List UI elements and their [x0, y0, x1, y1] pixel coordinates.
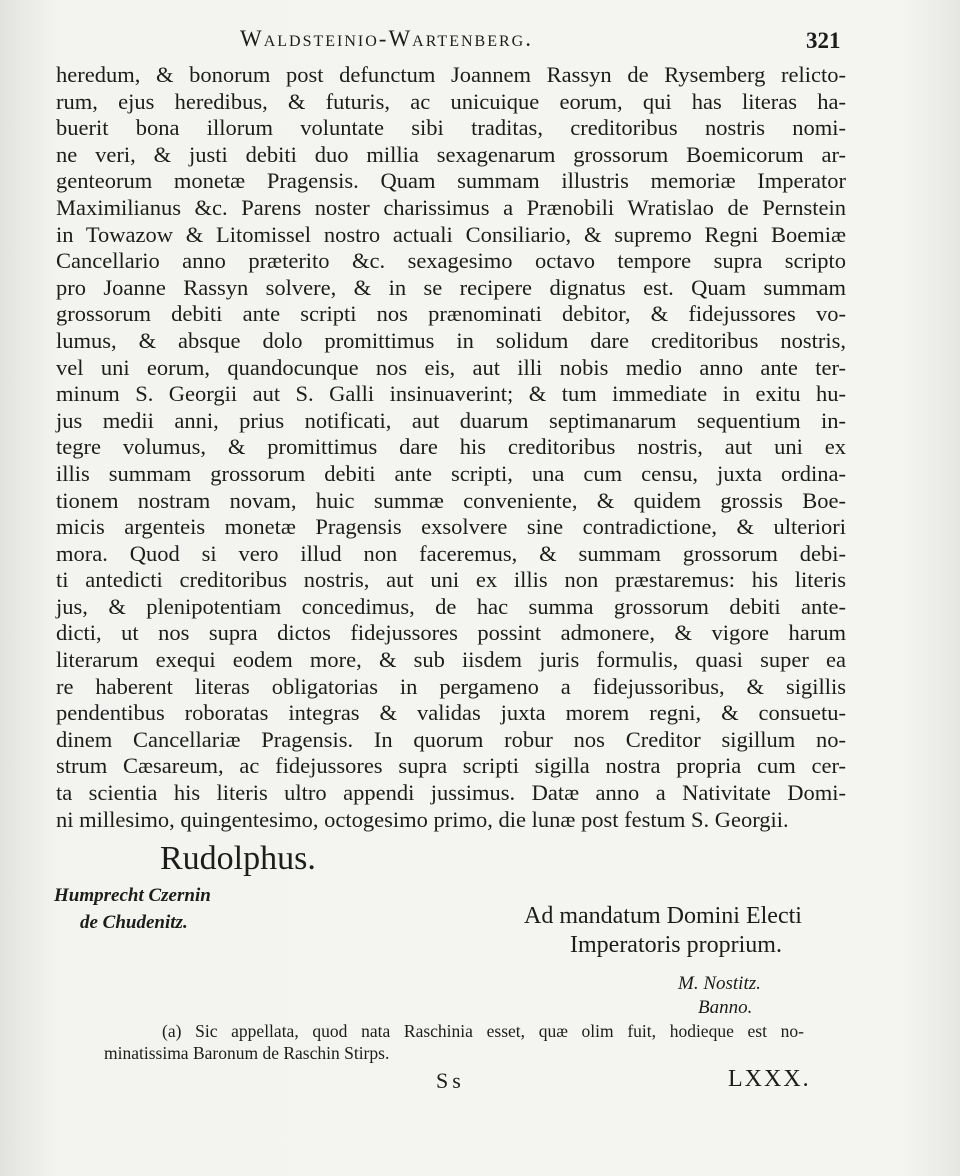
body-line: ti antedicti creditoribus nostris, aut uni ex illis non præstaremus: his literis: [56, 567, 846, 593]
body-line: genteorum monetæ Pragensis. Quam summam illustris memoriæ Imperator: [56, 168, 846, 194]
mandate-block: [524, 902, 802, 960]
body-line: ne veri, & justi debiti duo millia sexagenarum grossorum Boemicorum ar-: [56, 141, 846, 167]
body-line: strum Cæsareum, ac fidejussores supra scripti sigilla nostra propria cum cer-: [56, 753, 846, 779]
mandate-line: Ad mandatum Domini Electi: [524, 903, 802, 929]
page-number: 321: [806, 28, 841, 53]
body-line: pro Joanne Rassyn solvere, & in se recipere dignatus est. Quam summam: [56, 274, 846, 300]
body-line: illis summam grossorum debiti ante scripti, una cum censu, juxta ordina-: [56, 460, 846, 486]
footnote-line: (a) Sic appellata, quod nata Raschinia esset, quæ olim fuit, hodieque est no-: [162, 1021, 804, 1041]
body-line: rum, ejus heredibus, & futuris, ac unicuique eorum, qui has literas ha-: [56, 88, 846, 114]
body-line: in Towazow & Litomissel nostro actuali Consiliario, & supremo Regni Boemiæ: [56, 221, 846, 247]
signatory-name: Rudolphus.: [160, 840, 316, 877]
body-line: jus, & plenipotentiam concedimus, de hac summa grossorum debiti ante-: [56, 593, 846, 619]
body-line: minum S. Georgii aut S. Galli insinuaverint; & tum immediate in exitu hu-: [56, 381, 846, 407]
body-line: Maximilianus &c. Parens noster charissimus a Prænobili Wratislao de Pernstein: [56, 194, 846, 220]
secretary-line: M. Nostitz.: [678, 973, 761, 994]
body-line: dinem Cancellariæ Pragensis. In quorum robur nos Creditor sigillum no-: [56, 726, 846, 752]
running-head: Waldsteinio-Wartenberg.: [240, 26, 533, 51]
mandate-line: Imperatoris proprium.: [570, 932, 782, 958]
body-line: pendentibus roboratas integras & validas juxta morem regni, & consuetu-: [56, 700, 846, 726]
body-line: Cancellario anno præterito &c. sexagesimo octavo tempore supra scripto: [56, 248, 846, 274]
secretary-line: Banno.: [698, 997, 753, 1018]
signature-mark: Ss: [436, 1068, 465, 1093]
witness-line: Humprecht Czernin: [54, 885, 211, 906]
body-line: grossorum debiti ante scripti nos prænominati debitor, & fidejussores vo-: [56, 301, 846, 327]
footnote: [104, 1020, 804, 1064]
witness-line: de Chudenitz.: [80, 912, 188, 933]
body-line: vel uni eorum, quandocunque nos eis, aut illi nobis medio anno ante ter-: [56, 354, 846, 380]
footnote-line: minatissima Baronum de Raschin Stirps.: [104, 1043, 390, 1063]
secretary-block: [678, 972, 761, 1020]
body-line: jus medii anni, prius notificati, aut duarum septimanarum sequentium in-: [56, 407, 846, 433]
body-line: ta scientia his literis ultro appendi jussimus. Datæ anno a Nativitate Domi-: [56, 780, 846, 806]
body-line: micis argenteis monetæ Pragensis exsolvere sine contradictione, & ulteriori: [56, 514, 846, 540]
witness-block: [54, 882, 211, 936]
body-line: buerit bona illorum voluntate sibi traditas, creditoribus nostris nomi-: [56, 115, 846, 141]
document-number: LXXX.: [728, 1066, 811, 1092]
body-line: tionem nostram novam, huic summæ conveniente, & quidem grossis Boe-: [56, 487, 846, 513]
document-body: [56, 62, 846, 833]
body-line: literarum exequi eodem more, & sub iisdem juris formulis, quasi super ea: [56, 647, 846, 673]
body-line: mora. Quod si vero illud non faceremus, & summam grossorum debi-: [56, 540, 846, 566]
body-line: heredum, & bonorum post defunctum Joannem Rassyn de Rysemberg relicto-: [56, 62, 846, 87]
body-line: tegre volumus, & promittimus dare his creditoribus nostris, aut uni ex: [56, 434, 846, 460]
body-line: lumus, & absque dolo promittimus in solidum dare creditoribus nostris,: [56, 327, 846, 353]
body-line: ni millesimo, quingentesimo, octogesimo primo, die lunæ post festum S. Georgii.: [56, 806, 789, 832]
body-line: dicti, ut nos supra dictos fidejussores possint admonere, & vigore harum: [56, 620, 846, 646]
body-line: re haberent literas obligatorias in pergameno a fidejussoribus, & sigillis: [56, 673, 846, 699]
page-header: [0, 22, 960, 58]
